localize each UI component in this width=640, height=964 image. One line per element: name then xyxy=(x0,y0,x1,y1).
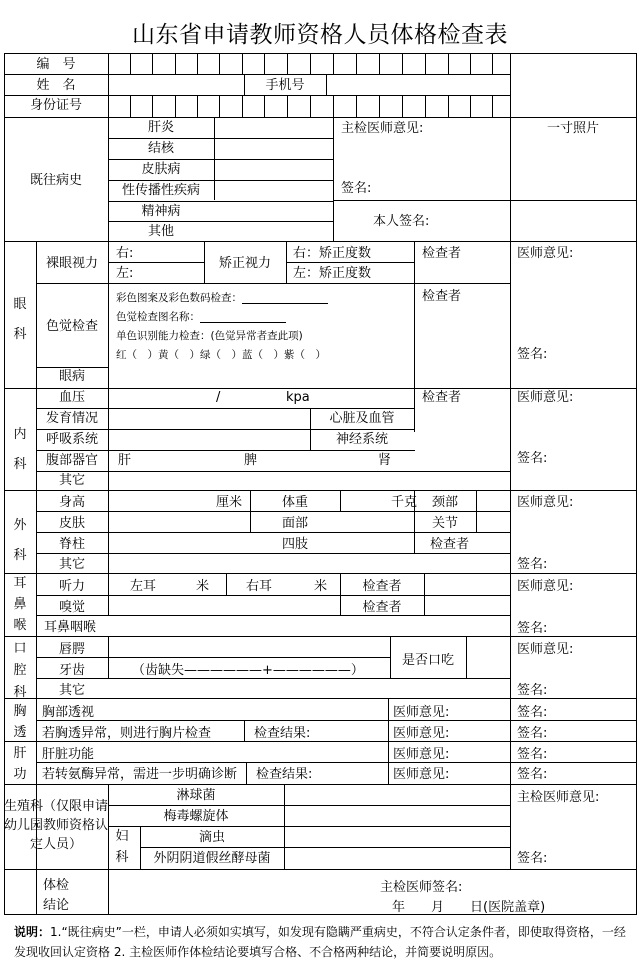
grid-line-v xyxy=(130,95,131,118)
grid-line-h xyxy=(36,408,415,409)
history-item: 皮肤病 xyxy=(141,162,181,177)
grid-line-h xyxy=(4,388,637,389)
grid-line-h xyxy=(108,262,205,263)
lips: 唇腭 xyxy=(58,642,85,657)
grid-line-v xyxy=(130,53,131,75)
hearing: 听力 xyxy=(58,579,85,594)
grid-line-v xyxy=(242,95,243,118)
grid-line-h xyxy=(36,553,511,554)
weight-unit: 千克 xyxy=(391,495,418,510)
date-seal: 年 月 日(医院盖章) xyxy=(392,900,546,915)
height-unit: 厘米 xyxy=(216,495,243,510)
liver-doctor-opinion-1: 医师意见: xyxy=(393,747,450,762)
history-item: 结核 xyxy=(147,141,174,156)
history-signature: 签名: xyxy=(341,181,372,196)
grid-line-v xyxy=(470,95,471,118)
grid-line-v xyxy=(284,784,285,870)
grid-line-h xyxy=(108,201,334,202)
naked-right: 右: xyxy=(116,246,134,261)
color-line-4: 红（ ）黄（ ）绿（ ）蓝（ ）紫（ ） xyxy=(116,349,326,361)
instructions-note xyxy=(14,922,632,962)
smell-examiner: 检查者 xyxy=(362,600,402,615)
form-title: 山东省申请教师资格人员体格检查表 xyxy=(132,22,508,48)
grid-line-h xyxy=(36,595,511,596)
gonococcus: 淋球菌 xyxy=(176,788,216,803)
right-ear: 右耳 xyxy=(246,579,273,594)
grid-line-h xyxy=(286,262,415,263)
respiratory: 呼吸系统 xyxy=(45,432,98,447)
grid-line-h xyxy=(36,367,109,368)
grid-line-h xyxy=(36,450,415,451)
grid-line-h xyxy=(4,53,637,54)
history-item: 其他 xyxy=(147,224,174,239)
label-name: 姓 名 xyxy=(36,78,76,93)
chest-xray: 胸部透视 xyxy=(42,705,95,720)
eye-examiner: 检查者 xyxy=(422,246,462,261)
grid-line-v xyxy=(448,95,449,118)
chief-signature: 主检医师签名: xyxy=(380,880,463,895)
oral-doctor-opinion: 医师意见: xyxy=(517,642,574,657)
grid-line-h xyxy=(36,283,511,284)
grid-line-v xyxy=(333,53,334,75)
grid-line-v xyxy=(492,53,493,75)
label-number: 编 号 xyxy=(36,57,76,72)
liver-sign-1: 签名: xyxy=(517,747,548,762)
grid-line-v xyxy=(226,573,227,596)
grid-line-v xyxy=(333,95,334,118)
grid-line-v xyxy=(510,53,511,242)
grid-line-h xyxy=(4,241,637,242)
right-ear-unit: 米 xyxy=(314,579,328,594)
color-line-2: 色觉检查图名称： xyxy=(116,309,286,325)
grid-line-v xyxy=(379,53,380,75)
grid-line-v xyxy=(152,95,153,118)
surgery-doctor-opinion: 医师意见: xyxy=(517,495,574,510)
history-item: 性传播性疾病 xyxy=(121,183,200,198)
grid-line-v xyxy=(510,784,511,870)
limbs: 四肢 xyxy=(281,537,308,552)
hearing-examiner: 检查者 xyxy=(362,579,402,594)
eye-doctor-opinion: 医师意见: xyxy=(517,246,574,261)
surgery-sign: 签名: xyxy=(517,557,548,572)
teeth: 牙齿 xyxy=(58,663,85,678)
grid-line-h xyxy=(36,511,511,512)
grid-line-v xyxy=(425,53,426,75)
grid-line-v xyxy=(510,636,511,699)
face: 面部 xyxy=(281,516,308,531)
note-text: 1.“既往病史”一栏，申请人必须如实填写，如发现有隐瞒严重病史，不符合认定条件者，即使取得资格，一经发现收回认定资格 2. 主检医师作体检结论要填写合格、不合格两种结论，并简要说明原因。 xyxy=(14,925,626,959)
liver-if-abnormal: 若转氨酶异常，需进一步明确诊断 xyxy=(42,767,238,782)
grid-line-v xyxy=(264,53,265,75)
grid-line-v xyxy=(310,53,311,75)
grid-line-h xyxy=(108,221,334,222)
missing-teeth: （齿缺失——————+——————） xyxy=(132,663,364,678)
grid-line-v xyxy=(287,53,288,75)
trichomonas: 滴虫 xyxy=(198,830,225,845)
nervous: 神经系统 xyxy=(335,432,388,447)
naked-vision: 裸眼视力 xyxy=(45,256,98,271)
grid-line-h xyxy=(4,117,637,118)
grid-line-v xyxy=(492,95,493,118)
blood-pressure: 血压 xyxy=(58,390,85,405)
internal-section-label: 内科 xyxy=(13,427,27,472)
ent-throat: 耳鼻咽喉 xyxy=(44,620,97,635)
kidney: 肾 xyxy=(378,453,392,468)
label-id: 身份证号 xyxy=(29,98,82,113)
bp-separator: / xyxy=(216,390,221,405)
grid-line-h xyxy=(108,180,334,181)
internal-other: 其它 xyxy=(58,473,85,488)
grid-line-v xyxy=(379,95,380,118)
grid-line-h xyxy=(108,138,334,139)
grid-line-v xyxy=(510,388,511,491)
grid-line-v xyxy=(340,490,341,512)
naked-left: 左: xyxy=(116,266,134,281)
label-phone: 手机号 xyxy=(265,78,305,93)
repro-chief-opinion: 主检医师意见: xyxy=(517,790,600,805)
spine: 脊柱 xyxy=(58,537,85,552)
grid-line-v xyxy=(219,53,220,75)
neck: 颈部 xyxy=(431,495,458,510)
oral-sign: 签名: xyxy=(517,683,548,698)
heart-vessels: 心脏及血管 xyxy=(329,411,395,426)
ent-doctor-opinion: 医师意见: xyxy=(517,579,574,594)
liver-sign-2: 签名: xyxy=(517,767,548,782)
grid-line-h xyxy=(140,847,511,848)
liver: 肝 xyxy=(118,453,132,468)
surgery-section-label: 外科 xyxy=(13,518,27,563)
chest-doctor-opinion-1: 医师意见: xyxy=(393,705,450,720)
chest-if-abnormal: 若胸透异常，则进行胸片检查 xyxy=(42,726,212,741)
grid-line-v xyxy=(414,532,415,554)
photo-box: 一寸照片 xyxy=(546,121,599,136)
grid-line-h xyxy=(4,784,637,785)
color-line-1: 彩色图案及彩色数码检查： xyxy=(116,290,328,306)
abdominal: 腹部器官 xyxy=(45,453,98,468)
corrected-vision: 矫正视力 xyxy=(218,256,271,271)
grid-line-h xyxy=(36,471,511,472)
grid-line-v xyxy=(108,388,109,491)
gynecology-label: 妇科 xyxy=(115,829,129,865)
grid-line-v xyxy=(219,95,220,118)
grid-line-v xyxy=(326,74,327,96)
surgery-examiner: 检查者 xyxy=(430,537,470,552)
chief-opinion: 主检医师意见: xyxy=(341,121,424,136)
spleen: 脾 xyxy=(244,453,258,468)
left-correction: 左：矫正度数 xyxy=(293,266,372,281)
color-examiner: 检查者 xyxy=(422,289,462,304)
grid-line-v xyxy=(414,241,415,389)
grid-line-v xyxy=(510,573,511,637)
grid-line-v xyxy=(636,53,637,915)
grid-line-h xyxy=(108,159,334,160)
liver-function: 肝脏功能 xyxy=(42,747,95,762)
grid-line-v xyxy=(448,53,449,75)
grid-line-v xyxy=(287,95,288,118)
grid-line-v xyxy=(425,95,426,118)
chest-result: 检查结果: xyxy=(254,726,311,741)
grid-line-h xyxy=(4,490,637,491)
oral-section-label: 口腔科 xyxy=(13,641,27,700)
grid-line-v xyxy=(152,53,153,75)
grid-line-h xyxy=(36,429,415,430)
grid-line-h xyxy=(108,805,511,806)
history-item: 肝炎 xyxy=(147,120,174,135)
chest-sign-2: 签名: xyxy=(517,726,548,741)
liver-result: 检查结果: xyxy=(256,767,313,782)
internal-sign: 签名: xyxy=(517,451,548,466)
grid-line-h xyxy=(36,532,511,533)
grid-line-v xyxy=(175,95,176,118)
grid-line-h xyxy=(4,95,511,96)
grid-line-h xyxy=(4,869,637,870)
ent-section-label: 耳鼻喉 xyxy=(13,576,27,633)
color-vision: 色觉检查 xyxy=(45,319,98,334)
liver-section-label: 肝功 xyxy=(13,746,27,782)
conclusion-label: 体检结论 xyxy=(42,878,69,913)
candida: 外阴阴道假丝酵母菌 xyxy=(153,851,271,866)
grid-line-v xyxy=(414,388,415,432)
history-item: 精神病 xyxy=(141,204,181,219)
bp-unit: kpa xyxy=(286,390,310,405)
repro-sign: 签名: xyxy=(517,851,548,866)
weight: 体重 xyxy=(281,495,308,510)
grid-line-v xyxy=(510,241,511,389)
grid-line-v xyxy=(242,53,243,75)
joint: 关节 xyxy=(431,516,458,531)
grid-line-v xyxy=(388,741,389,785)
grid-line-v xyxy=(356,95,357,118)
right-correction: 右：矫正度数 xyxy=(293,246,372,261)
chest-sign-1: 签名: xyxy=(517,705,548,720)
surgery-other: 其它 xyxy=(58,557,85,572)
internal-examiner: 检查者 xyxy=(422,390,462,405)
grid-line-v xyxy=(108,869,109,915)
eye-disease: 眼病 xyxy=(58,369,85,384)
skin: 皮肤 xyxy=(58,516,85,531)
self-signature: 本人签名: xyxy=(373,214,430,229)
ent-sign: 签名: xyxy=(517,621,548,636)
internal-doctor-opinion: 医师意见: xyxy=(517,390,574,405)
grid-line-v xyxy=(244,720,245,742)
color-line-3: 单色识别能力检查：(色觉异常者查此项) xyxy=(116,330,303,342)
eye-sign: 签名: xyxy=(517,347,548,362)
liver-doctor-opinion-2: 医师意见: xyxy=(393,767,450,782)
label-history: 既往病史 xyxy=(29,173,82,188)
syphilis: 梅毒螺旋体 xyxy=(163,809,229,824)
grid-line-v xyxy=(310,95,311,118)
eye-section-label: 眼科 xyxy=(13,297,27,342)
grid-line-v xyxy=(510,741,511,785)
grid-line-v xyxy=(264,95,265,118)
repro-section-label: 生殖科（仅限申请幼儿园教师资格认定人员） xyxy=(4,799,109,852)
stutter: 是否口吃 xyxy=(401,653,454,668)
grid-line-v xyxy=(197,95,198,118)
grid-line-h xyxy=(108,826,511,827)
grid-line-v xyxy=(402,53,403,75)
left-ear-unit: 米 xyxy=(196,579,210,594)
grid-line-v xyxy=(197,53,198,75)
chest-doctor-opinion-2: 医师意见: xyxy=(393,726,450,741)
note-heading: 说明： xyxy=(14,925,51,939)
grid-line-v xyxy=(402,95,403,118)
grid-line-v xyxy=(466,636,467,679)
oral-other: 其它 xyxy=(58,683,85,698)
height: 身高 xyxy=(58,495,85,510)
grid-line-v xyxy=(246,762,247,785)
grid-line-v xyxy=(356,53,357,75)
left-ear: 左耳 xyxy=(130,579,157,594)
smell: 嗅觉 xyxy=(58,600,85,615)
grid-line-h xyxy=(4,74,511,75)
chest-section-label: 胸透 xyxy=(13,704,27,740)
grid-line-v xyxy=(175,53,176,75)
grid-line-v xyxy=(470,53,471,75)
grid-line-h xyxy=(333,200,637,201)
grid-line-h xyxy=(4,573,637,574)
development: 发育情况 xyxy=(45,411,98,426)
